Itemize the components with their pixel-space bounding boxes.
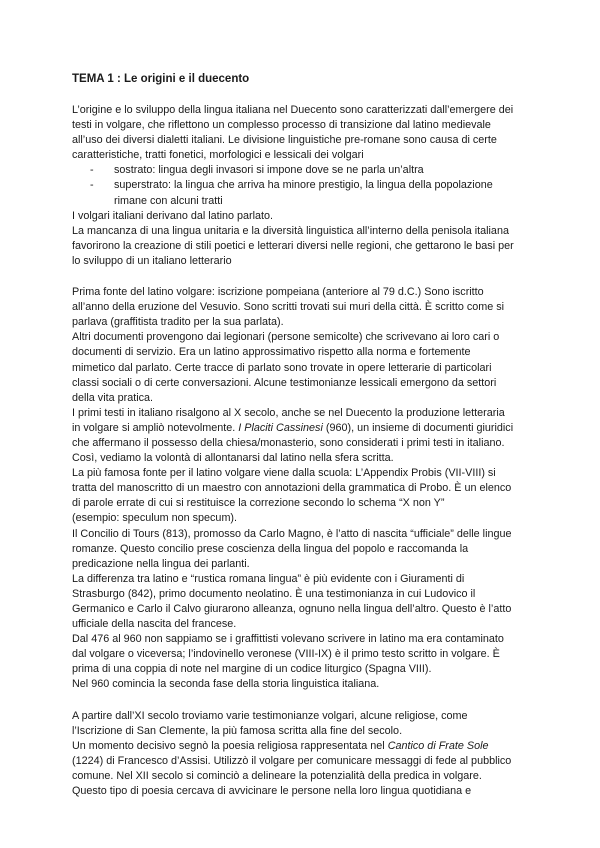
text-line <box>72 421 548 436</box>
text-line: parlava (graffitista tradito per la sua parlata). <box>72 316 284 329</box>
text-line: testi in volgare, che riflettono un complesso processo di transizione dal latino medievale <box>72 119 491 132</box>
paragraph-gap <box>72 269 548 285</box>
sources-paragraph <box>72 285 548 693</box>
bullet-dash: - <box>90 179 94 192</box>
text-line: Così, vediamo la volontà di allontanarsi dal latino nella sfera scritta. <box>72 452 394 465</box>
text-line: dal volgare o viceversa; l’indovinello veronese (VIII-IX) è il primo testo scritto in volgare. È <box>72 648 500 661</box>
text-line: l’Iscrizione di San Clemente, la più famosa scritta alla fine del secolo. <box>72 724 403 737</box>
text-line: A partire dall’XI secolo troviamo varie testimonianze volgari, alcune religiose, come <box>72 709 468 722</box>
text-line: Questo tipo di poesia cercava di avvicinare le persone nella loro lingua quotidiana e <box>72 785 472 798</box>
bullet-dash: - <box>90 164 94 177</box>
bullet-text: superstrato: la lingua che arriva ha minore prestigio, la lingua della popolazione <box>114 179 493 192</box>
page-title: TEMA 1 : Le origini e il duecento <box>72 73 250 85</box>
text-line: all’uso dei diversi dialetti italiani. Le divisione linguistiche pre-romane sono causa di certe <box>72 134 497 147</box>
text-line: prima di una coppia di note nel margine di un codice liturgico (Spagna VIII). <box>72 663 432 676</box>
text-line: Il Concilio di Tours (813), promosso da Carlo Magno, è l’atto di nascita “ufficiale” delle lingue <box>72 527 512 540</box>
text-line: della vita pratica. <box>72 391 154 404</box>
text-line: Strasburgo (842), primo documento neolatino. È una testimonianza in cui Ludovico il <box>72 587 476 600</box>
text-line: (esempio: speculum non specum). <box>72 512 238 525</box>
text-line: (1224) di Francesco d’Assisi. Utilizzò il volgare per comunicare messaggi di fede al pubblico <box>72 754 512 767</box>
text-span: (960), un insieme di documenti giuridici <box>322 421 514 434</box>
text-line: Germanico e Carlo il Calvo giurarono alleanza, ognuno nella lingua dell’altro. Questo è l’atto <box>72 603 512 615</box>
intro-paragraph <box>72 103 548 269</box>
text-line: I primi testi in italiano risalgono al X secolo, anche se nel Duecento la produzione letteraria <box>72 406 505 419</box>
text-line: all’anno della eruzione del Vesuvio. Sono scritti trovati sui muri della città. È scritto come si <box>72 301 505 314</box>
text-line: mimetico dal parlato. Certe tracce di parlato sono trovate in opere letterarie di particolari <box>72 361 492 374</box>
placiti-title: I Placiti Cassinesi <box>238 421 323 434</box>
text-line: La mancanza di una lingua unitaria e la diversità linguistica all’interno della penisola italiana <box>72 224 509 237</box>
text-line: tratta del manoscritto di un maestro con annotazioni della grammatica di Probo. È un elenco <box>72 482 512 495</box>
bullet-continuation: rimane con alcuni tratti <box>114 194 223 207</box>
text-line: Nel 960 comincia la seconda fase della storia linguistica italiana. <box>72 678 380 691</box>
text-line: documenti di servizio. Era un latino approssimativo rispetto alla norma e fortemente <box>72 346 471 359</box>
bullet-item <box>72 178 548 193</box>
text-span: Un momento decisivo segnò la poesia religiosa rappresentata nel <box>72 739 388 752</box>
text-line: caratteristiche, tratti fonetici, morfologici e lessicali dei volgari <box>72 149 364 162</box>
text-line: romanze. Questo concilio prese coscienza della lingua del popolo e raccomanda la <box>72 542 469 555</box>
text-line: di parole errate di cui si restituisce la correzione secondo lo schema “X non Y” <box>72 497 445 510</box>
text-line: Altri documenti provengono dai legionari (persone semicolte) che scrivevano ai loro cari o <box>72 331 500 344</box>
text-line: lo sviluppo di un italiano letterario <box>72 254 232 267</box>
text-line <box>72 739 548 754</box>
text-line: Dal 476 al 960 non sappiamo se i graffittisti volevano scrivere in latino ma era contaminato <box>72 633 504 646</box>
text-line: L’origine e lo sviluppo della lingua italiana nel Duecento sono caratterizzati dall’emergere dei <box>72 104 514 116</box>
text-line: classi sociali o di certe conversazioni. Alcune testimonianze lessicali emergono da settori <box>72 376 497 389</box>
text-span: in volgare si ampliò notevolmente. <box>72 421 239 434</box>
text-line: comune. Nel XII secolo si cominciò a delineare la potenzialità della predica in volgare. <box>72 769 482 782</box>
bullet-text: sostrato: lingua degli invasori si impone dove se ne parla un’altra <box>114 164 424 177</box>
text-line: predicazione nella lingua dei parlanti. <box>72 557 250 570</box>
cantico-title: Cantico di Frate Sole <box>387 739 489 752</box>
text-line: La più famosa fonte per il latino volgare viene dalla scuola: L’Appendix Probis (VII-VIII) si <box>72 467 496 480</box>
text-line: I volgari italiani derivano dal latino parlato. <box>72 209 274 222</box>
text-line: favorirono la creazione di stili poetici e letterari diversi nelle regioni, che gettarono le basi per <box>72 239 514 252</box>
bullet-item <box>72 163 548 178</box>
text-line: La differenza tra latino e “rustica romana lingua” è più evidente con i Giuramenti di <box>72 572 465 585</box>
text-line: che affermano il possesso della chiesa/monasterio, sono considerati i primi testi in italiano. <box>72 436 505 449</box>
paragraph-gap <box>72 693 548 709</box>
text-line: Prima fonte del latino volgare: iscrizione pompeiana (anteriore al 79 d.C.) Sono iscritto <box>72 286 484 299</box>
religious-paragraph <box>72 709 548 800</box>
text-line: ufficiale della nascita del francese. <box>72 618 237 631</box>
